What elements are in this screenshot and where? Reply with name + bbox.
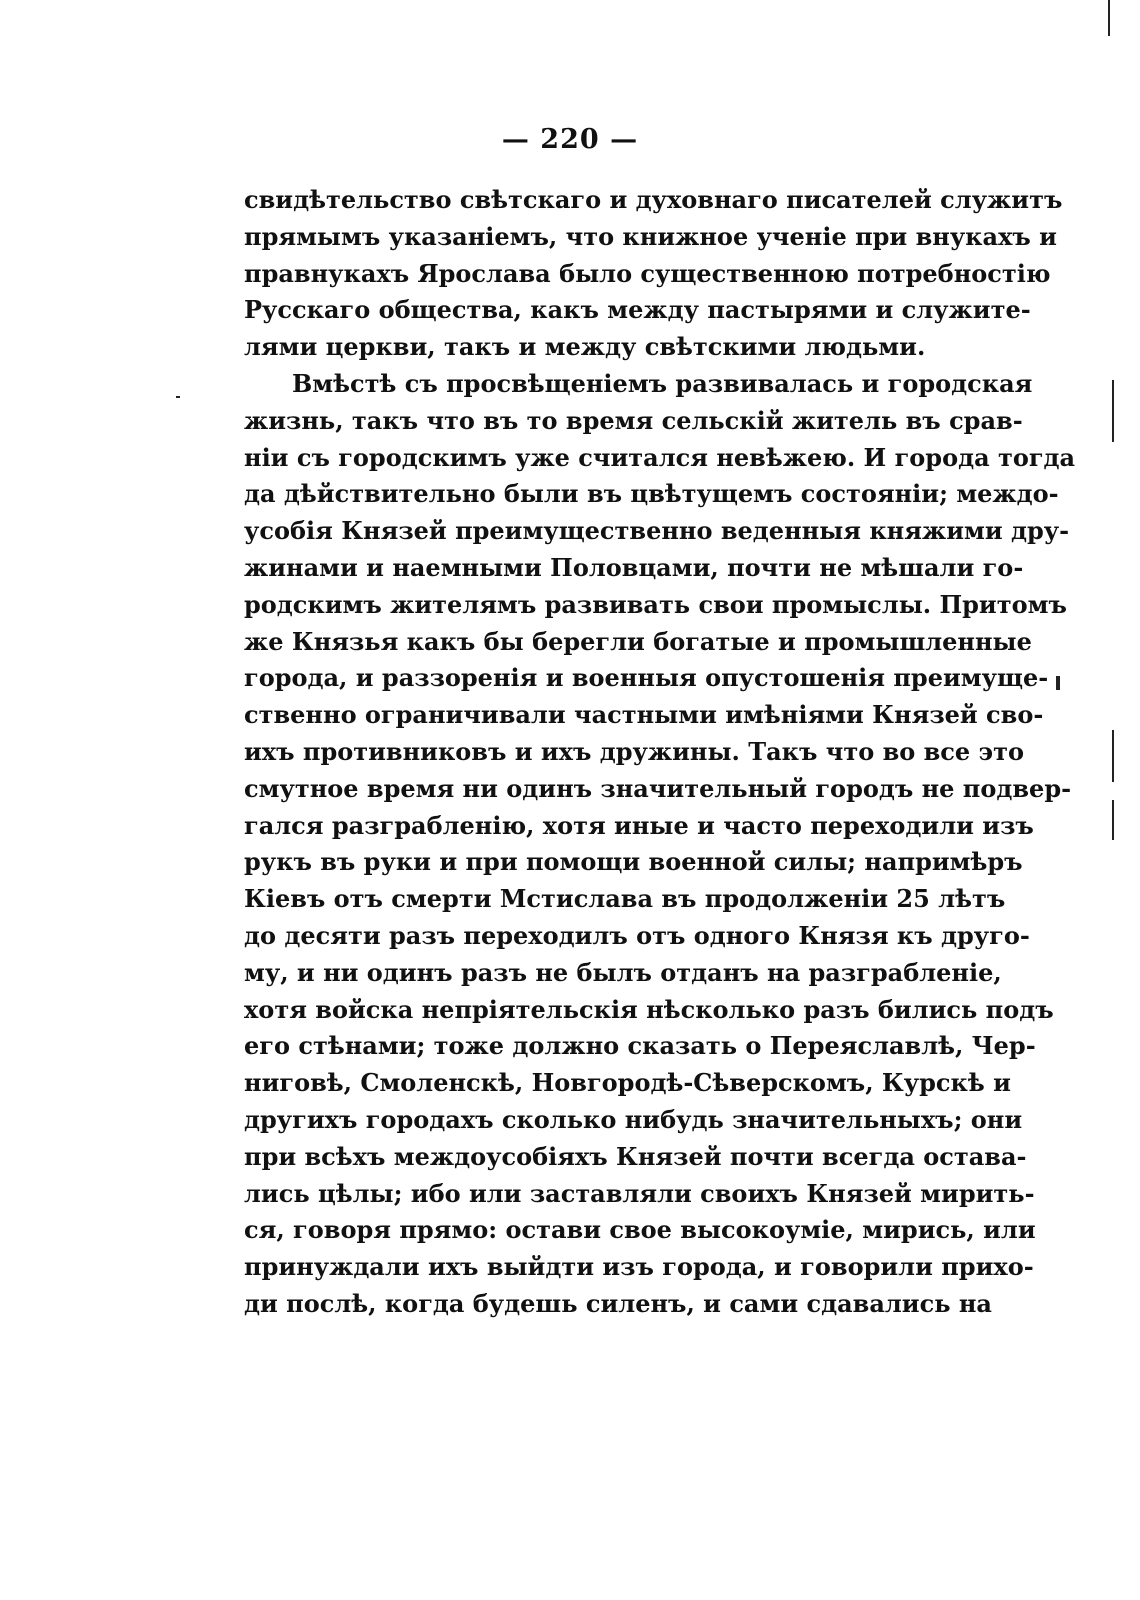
text-line: ниговѣ, Смоленскѣ, Новгородѣ-Сѣверскомъ, Курскѣ и bbox=[244, 1068, 1011, 1098]
text-line: Кіевъ отъ смерти Мстислава въ продолженіи 25 лѣтъ bbox=[244, 884, 1006, 914]
text-line: ихъ противниковъ и ихъ дружины. Такъ что во все это bbox=[244, 736, 1025, 766]
scan-artifact bbox=[1108, 0, 1110, 36]
text-line: да дѣйствительно были въ цвѣтущемъ состояніи; междо- bbox=[244, 479, 1059, 509]
text-line: жинами и наемными Половцами, почти не мѣшали го- bbox=[244, 552, 1024, 582]
scan-artifact bbox=[1056, 676, 1060, 690]
text-line: ніи съ городскимъ уже считался невѣжею. И города тогда bbox=[244, 442, 1076, 472]
text-line: Русскаго общества, какъ между пастырями и служите- bbox=[244, 295, 1031, 325]
text-line: другихъ городахъ сколько нибудь значительныхъ; они bbox=[244, 1104, 1023, 1134]
text-line: Вмѣстѣ съ просвѣщеніемъ развивалась и городская bbox=[292, 368, 1033, 398]
body-text bbox=[244, 182, 1076, 1323]
text-line: хотя войска непріятельскія нѣсколько разъ бились подъ bbox=[244, 994, 1054, 1024]
text-line: свидѣтельство свѣтскаго и духовнаго писателей служитъ bbox=[244, 185, 1063, 214]
text-line: прямымъ указаніемъ, что книжное ученіе при внукахъ и bbox=[244, 221, 1057, 251]
text-line: при всѣхъ междоусобіяхъ Князей почти всегда остава- bbox=[244, 1141, 1027, 1171]
text-line: родскимъ жителямъ развивать свои промыслы. Притомъ bbox=[244, 589, 1067, 619]
text-line: лями церкви, такъ и между свѣтскими людьми. bbox=[244, 332, 926, 362]
text-line: до десяти разъ переходилъ отъ одного Князя къ друго- bbox=[244, 920, 1030, 950]
text-line: ственно ограничивали частными имѣніями Князей сво- bbox=[244, 700, 1044, 730]
text-line: смутное время ни одинъ значительный городъ не подвер- bbox=[244, 773, 1072, 803]
text-line: его стѣнами; тоже должно сказать о Переяславлѣ, Чер- bbox=[244, 1031, 1036, 1061]
scan-artifact bbox=[1112, 800, 1114, 840]
text-line: ди послѣ, когда будешь силенъ, и сами сдавались на bbox=[244, 1288, 992, 1318]
text-line: жизнь, такъ что въ то время сельскій житель въ срав- bbox=[244, 405, 1023, 435]
text-line: му, и ни одинъ разъ не былъ отданъ на разграбленіе, bbox=[244, 957, 1002, 987]
text-line: гался разграбленію, хотя иные и часто переходили изъ bbox=[244, 810, 1034, 840]
scan-artifact bbox=[1112, 380, 1114, 442]
text-line: рукъ въ руки и при помощи военной силы; напримѣръ bbox=[244, 847, 1023, 877]
text-line: усобія Князей преимущественно веденныя княжими дру- bbox=[244, 516, 1070, 546]
page-number: — 220 — bbox=[501, 124, 639, 155]
text-line: же Князья какъ бы берегли богатые и промышленные bbox=[244, 626, 1032, 656]
scan-artifact bbox=[1112, 730, 1114, 782]
text-line: лись цѣлы; ибо или заставляли своихъ Князей мирить- bbox=[244, 1178, 1035, 1208]
text-line: принуждали ихъ выйдти изъ города, и говорили прихо- bbox=[244, 1252, 1034, 1282]
scan-artifact bbox=[176, 396, 180, 398]
text-line: ся, говоря прямо: остави свое высокоуміе, мирись, или bbox=[244, 1215, 1036, 1245]
text-line: правнукахъ Ярослава было существенною потребностію bbox=[244, 258, 1051, 288]
text-line: города, и раззоренія и военныя опустошенія преимуще- bbox=[244, 663, 1049, 693]
